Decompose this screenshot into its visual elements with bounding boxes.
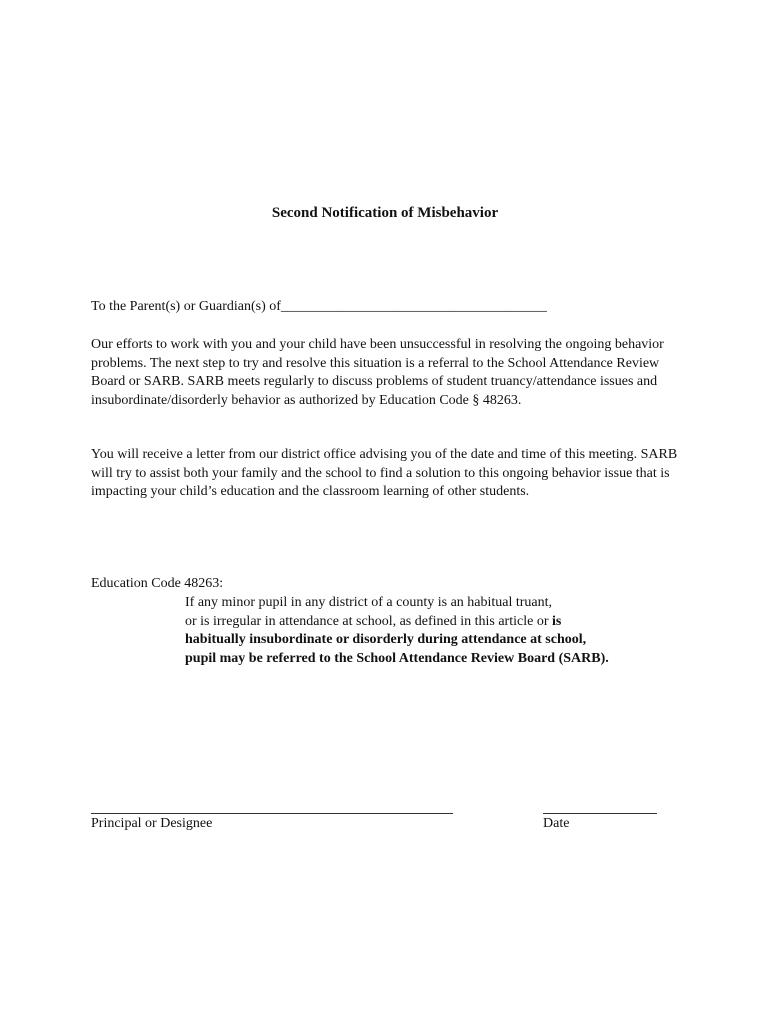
education-code-line-1: If any minor pupil in any district of a county is an habitual truant, (185, 595, 553, 610)
education-code-line-4: pupil may be referred to the School Attendance Review Board (SARB). (185, 650, 609, 666)
education-code-line-3: habitually insubordinate or disorderly during attendance at school, (185, 632, 587, 647)
principal-signature-line (91, 813, 453, 814)
date-signature-line (543, 813, 657, 814)
date-signature-label: Date (543, 816, 570, 831)
education-code-line-2 (185, 613, 665, 632)
education-code-line-2-regular: or is irregular in attendance at school, as defined in this article or (185, 613, 552, 629)
education-code-quote (185, 594, 665, 668)
addressee-line: To the Parent(s) or Guardian(s) of______________________________________ (91, 299, 547, 314)
paragraph-referral: Our efforts to work with you and your child have been unsuccessful in resolving the ongoing behavior problems. The next step to try and resolve this situation is a referral to the School Attendance Review Board or SARB. SARB meets regularly to discuss problems of student truancy/attendance issues and insubordinate/disorderly behavior as authorized by Education Code § 48263. (91, 337, 664, 408)
education-code-label: Education Code 48263: (91, 576, 224, 591)
document-title: Second Notification of Misbehavior (271, 205, 499, 221)
education-code-line-2-bold: is (551, 613, 562, 629)
principal-signature-label: Principal or Designee (91, 816, 213, 831)
paragraph-meeting: You will receive a letter from our district office advising you of the date and time of this meeting. SARB will try to assist both your family and the school to find a solution to this ongoing behavior issue that is impacting your child’s education and the classroom learning of other students. (91, 447, 678, 499)
